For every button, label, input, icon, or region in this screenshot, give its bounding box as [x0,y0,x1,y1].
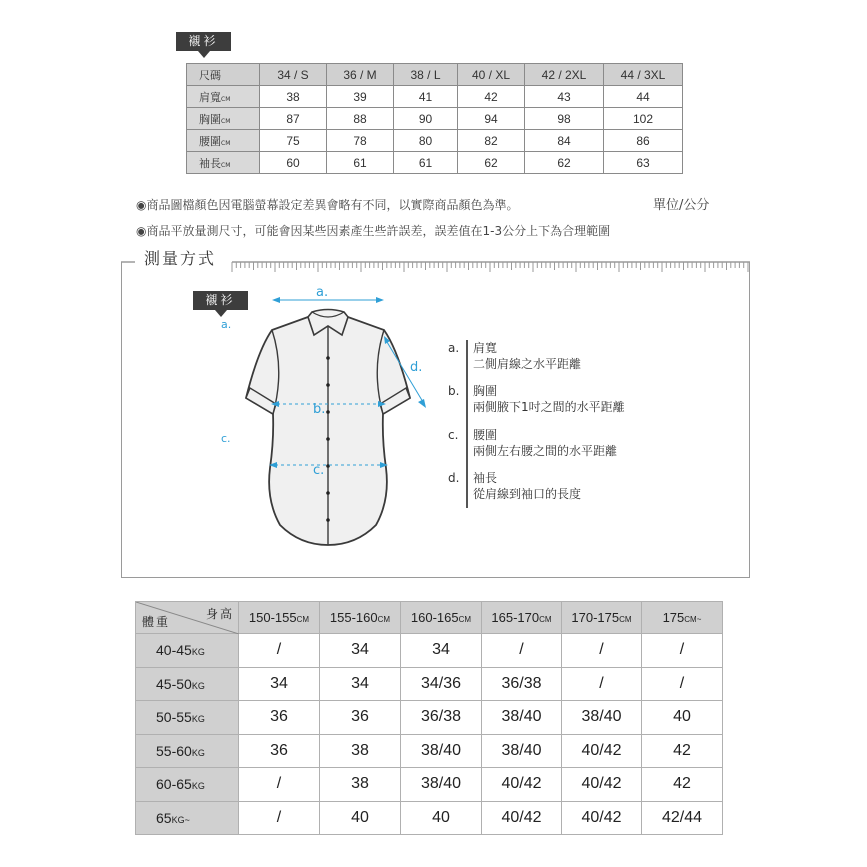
legend-divider [466,340,468,508]
fit-cell: 38/40 [401,768,482,802]
fit-cell: 38 [320,768,401,802]
fit-row [136,768,723,802]
size-cell: 90 [394,108,458,130]
fit-corner-cell: 身高 體重 [136,602,239,634]
fit-cell: 34 [401,634,482,668]
fit-header-row [136,602,723,634]
size-cell: 94 [458,108,525,130]
fit-cell: 36/38 [482,667,562,701]
shirt-tag: 襯衫 [176,32,231,51]
fit-cell: 36 [239,734,320,768]
fit-cell: / [482,634,562,668]
size-cell: 86 [604,130,683,152]
fit-cell: / [239,768,320,802]
size-header-cell: 36 / M [327,64,394,86]
fit-height-header: 150-155CM [239,602,320,634]
size-cell: 43 [525,86,604,108]
size-cell: 82 [458,130,525,152]
fit-row [136,734,723,768]
fit-cell: 42/44 [642,801,723,835]
size-header-cell: 40 / XL [458,64,525,86]
size-cell: 60 [260,152,327,174]
fit-weight-label: 45-50KG [136,667,239,701]
fit-cell: 40 [320,801,401,835]
size-cell: 87 [260,108,327,130]
fit-weight-label: 50-55KG [136,701,239,735]
size-cell: 78 [327,130,394,152]
fit-cell: 34 [239,667,320,701]
label-a-side: a. [221,318,232,331]
fit-cell: / [562,634,642,668]
label-b: b. [313,402,326,417]
size-cell: 88 [327,108,394,130]
label-a-top: a. [316,285,329,300]
color-disclaimer-note: ◉商品圖檔顏色因電腦螢幕設定差異會略有不同，以實際商品顏色為準。 [136,198,519,212]
fit-cell: 38 [320,734,401,768]
fit-cell: 34 [320,634,401,668]
measurement-error-note: ◉商品平放量測尺寸，可能會因某些因素產生些許誤差，誤差值在1-3公分上下為合理範圍 [136,224,611,238]
fit-weight-label: 40-45KG [136,634,239,668]
fit-cell: 36 [320,701,401,735]
fit-height-header: 165-170CM [482,602,562,634]
fit-weight-label: 55-60KG [136,734,239,768]
fit-cell: / [239,634,320,668]
fit-chart-table [135,601,723,835]
size-cell: 102 [604,108,683,130]
size-cell: 38 [260,86,327,108]
fit-cell: 34 [320,667,401,701]
shirt-button [326,491,330,495]
size-row-label: 胸圍CM [187,108,260,130]
size-cell: 41 [394,86,458,108]
size-cell: 44 [604,86,683,108]
size-cell: 62 [458,152,525,174]
shirt-button [326,383,330,387]
shirt-button [326,356,330,360]
label-c-side: c. [221,432,231,445]
fit-cell: 38/40 [482,701,562,735]
fit-cell: 36/38 [401,701,482,735]
fit-row [136,701,723,735]
fit-cell: 42 [642,768,723,802]
fit-weight-label: 60-65KG [136,768,239,802]
fit-cell: / [239,801,320,835]
size-cell: 62 [525,152,604,174]
fit-cell: / [642,667,723,701]
fit-row [136,801,723,835]
size-cell: 42 [458,86,525,108]
size-cell: 39 [327,86,394,108]
fit-cell: 40/42 [482,768,562,802]
size-cell: 80 [394,130,458,152]
fit-cell: 42 [642,734,723,768]
fit-cell: 34/36 [401,667,482,701]
shirt-button [326,410,330,414]
size-row-label: 腰圍CM [187,130,260,152]
shirt-button [326,518,330,522]
fit-cell: 40/42 [482,801,562,835]
unit-note: 單位/公分 [653,198,710,213]
size-header-cell: 42 / 2XL [525,64,604,86]
fit-cell: 38/40 [562,701,642,735]
fit-cell: 40 [642,701,723,735]
shirt-button [326,437,330,441]
size-cell: 98 [525,108,604,130]
size-header-cell: 尺碼 [187,64,260,86]
fit-cell: 40/42 [562,768,642,802]
size-row-label: 袖長CM [187,152,260,174]
fit-row [136,667,723,701]
size-cell: 63 [604,152,683,174]
fit-cell: 36 [239,701,320,735]
size-row-label: 肩寬CM [187,86,260,108]
fit-weight-label: 65KG~ [136,801,239,835]
fit-row [136,634,723,668]
label-c-center: c. [313,463,325,478]
size-cell: 61 [394,152,458,174]
size-header-cell: 44 / 3XL [604,64,683,86]
fit-cell: 38/40 [482,734,562,768]
fit-height-header: 175CM~ [642,602,723,634]
size-cell: 75 [260,130,327,152]
fit-cell: 40/42 [562,734,642,768]
fit-height-header: 170-175CM [562,602,642,634]
fit-cell: / [562,667,642,701]
fit-cell: 40/42 [562,801,642,835]
fit-height-header: 155-160CM [320,602,401,634]
fit-cell: / [642,634,723,668]
fit-height-header: 160-165CM [401,602,482,634]
size-header-cell: 38 / L [394,64,458,86]
fit-cell: 40 [401,801,482,835]
fit-cell: 38/40 [401,734,482,768]
measurement-title: 測量方式 [140,246,220,269]
size-cell: 84 [525,130,604,152]
diagram-shirt-tag: 襯衫 [193,291,248,310]
size-header-cell: 34 / S [260,64,327,86]
size-cell: 61 [327,152,394,174]
label-d: d. [410,360,423,375]
